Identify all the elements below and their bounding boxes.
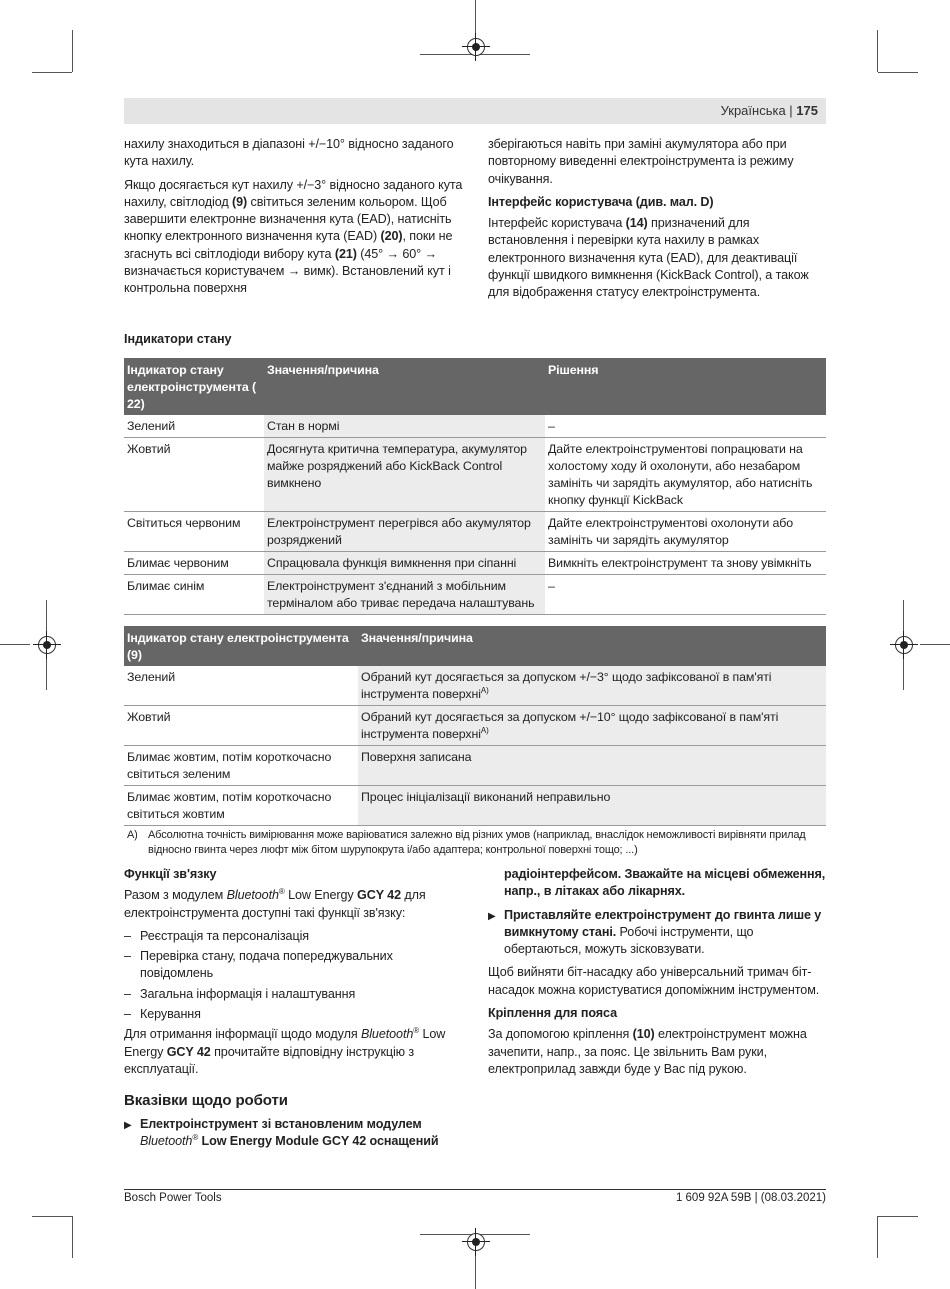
table-cell: Блимає жовтим, потім короткочасно світиться жовтим (124, 786, 358, 826)
section-heading: Кріплення для пояса (488, 1006, 617, 1021)
footer-left: Bosch Power Tools (124, 1192, 222, 1204)
table-cell: Зелений (124, 415, 264, 438)
status-table-22 (124, 358, 826, 615)
table-cell: Блимає синім (124, 575, 264, 615)
table-cell: Обраний кут досягається за допуском +/−10° щодо зафіксованої в пам'яті інструмента поверхні$^{A)}$ (358, 706, 826, 746)
table-cell: Спрацювала функція вимкнення при сіпанні (264, 552, 545, 575)
status-table-9 (124, 626, 826, 826)
crop-mark (920, 644, 950, 645)
warning-paragraph: ▶ Електроінструмент зі встановленим модулем Bluetooth® Low Energy Module GCY 42 оснащений (124, 1116, 469, 1151)
header-text: Українська | 175 (720, 103, 818, 118)
table-cell: Світиться червоним (124, 512, 264, 552)
table-cell: Блимає червоним (124, 552, 264, 575)
footer-right: 1 609 92A 59B | (08.03.2021) (675, 1192, 826, 1204)
table-cell: Вимкніть електроінструмент та знову увімкніть (545, 552, 826, 575)
table-header-row (124, 358, 826, 415)
section-heading: Інтерфейс користувача (див. мал. D) (488, 194, 714, 209)
footnote-ref: A) (480, 685, 489, 695)
table-header-row (124, 626, 826, 666)
crop-mark (72, 1216, 73, 1258)
footnote (124, 828, 826, 858)
paragraph: Для отримання інформації щодо модуля Bluetooth® Low Energy GCY 42 прочитайте відповідну інструкцію з експлуатації. (124, 1026, 446, 1076)
table-cell: Електроінструмент перегрівся або акумулятор розряджений (264, 512, 545, 552)
table-row (124, 415, 826, 438)
footnote-text: Абсолютна точність вимірювання може варіюватися залежно від різних умов (наприклад, внаслідок неможливості вирівняти прилад відносно гвинта через люфт між бітом шурупокрута і/або адаптера; контрольної поверхні тощо; ...) (148, 829, 806, 856)
crop-mark (878, 1216, 918, 1217)
registration-mark-icon (38, 636, 56, 654)
paragraph: Інтерфейс користувача (14) призначений для встановлення і перевірки кута нахилу в рамках електронного визначення кута (EAD), для деактивації функції швидкого вимкнення (KickBack Control), а також для відображення статусу електроінструмента. (488, 216, 809, 300)
crop-mark (32, 72, 72, 73)
crop-mark (877, 1216, 878, 1258)
paragraph: Якщо досягається кут нахилу +/−3° відносно заданого кута нахилу, світлодіод (9) світиться зеленим кольором. Щоб завершити електронне визначення кута (EAD), натисніть кнопку електронного визначення кута (EAD) (20), поки не згаснуть всі світлодіоди вибору кута (21) (45° → 60° → визначається користувачем → вимк). Встановлений кут і контрольна поверхня (124, 177, 463, 296)
table-cell: Дайте електроінструментові попрацювати на холостому ходу й охолонути, або незабаром замініть чи зарядіть акумулятор, або натисніть кнопку функції KickBack (545, 438, 826, 512)
paragraph: Разом з модулем Bluetooth® Low Energy GCY 42 для електроінструмента доступні такі функції зв'язку: (124, 887, 426, 920)
footnote-marker: A) (127, 829, 138, 841)
table-cell: – (545, 575, 826, 615)
table-row (124, 552, 826, 575)
paragraph: зберігаються навіть при заміні акумулятора або при повторному виведенні електроінструмента із режиму очікування. (488, 137, 794, 186)
registration-mark-icon (467, 38, 485, 56)
table-row (124, 706, 826, 746)
table-header-cell: Рішення (545, 358, 826, 415)
crop-mark (32, 1216, 72, 1217)
table-row (124, 786, 826, 826)
table-cell: Поверхня записана (358, 746, 826, 786)
section-title: Вказівки щодо роботи (124, 1092, 288, 1110)
list-item: – Перевірка стану, подача попереджувальних повідомлень (124, 948, 469, 983)
table-row (124, 746, 826, 786)
feature-list (124, 928, 469, 1023)
list-item: – Керування (124, 1006, 469, 1023)
table-row (124, 666, 826, 706)
warning-paragraph: ▶ Приставляйте електроінструмент до гвинта лише у вимкнутому стані. Робочі інструменти, що обертаються, можуть зісковзувати. (488, 907, 826, 959)
table-row (124, 438, 826, 512)
table-cell: Зелений (124, 666, 358, 706)
footnote-ref: A) (480, 725, 489, 735)
section-heading: Функції зв'язку (124, 867, 217, 881)
table-header-cell: Індикатор стану електроінструмента (9) (124, 626, 358, 666)
table-cell: Процес ініціалізації виконаний неправильно (358, 786, 826, 826)
table-header-cell: Значення/причина (264, 358, 545, 415)
crop-mark (0, 644, 30, 645)
crop-mark (877, 30, 878, 72)
header-language: Українська (720, 103, 786, 118)
table-cell: Електроінструмент з'єднаний з мобільним терміналом або триває передача налаштувань (264, 575, 545, 615)
table-cell: Дайте електроінструментові охолонути або замініть чи зарядіть акумулятор (545, 512, 826, 552)
list-item: – Реєстрація та персоналізація (124, 928, 469, 945)
warning-continuation: радіоінтерфейсом. Зважайте на місцеві обмеження, напр., в літаках або лікарнях. (504, 867, 826, 899)
page-number: 175 (796, 103, 818, 118)
paragraph: Щоб вийняти біт-насадку або універсальний тримач біт-насадок можна користуватися допоміжним інструментом. (488, 965, 820, 997)
table-row (124, 575, 826, 615)
table-cell: Жовтий (124, 706, 358, 746)
table-header-cell: Індикатор стану електроінструмента ( 22) (124, 358, 264, 415)
crop-mark (878, 72, 918, 73)
table-row (124, 512, 826, 552)
table-cell: – (545, 415, 826, 438)
crop-mark (72, 30, 73, 72)
table-cell: Стан в нормі (264, 415, 545, 438)
registration-mark-icon (467, 1233, 485, 1251)
paragraph: нахилу знаходиться в діапазоні +/−10° відносно заданого кута нахилу. (124, 137, 454, 169)
left-top-column (124, 136, 469, 304)
table-cell: Обраний кут досягається за допуском +/−3° щодо зафіксованої в пам'яті інструмента поверхні$^{A)}$ (358, 666, 826, 706)
table-cell: Блимає жовтим, потім короткочасно світиться зеленим (124, 746, 358, 786)
page-header (124, 98, 826, 124)
paragraph: За допомогою кріплення (10) електроінструмент можна зачепити, напр., за пояс. Це звільнить Вам руки, електроприлад завжди буде у Вас під рукою. (488, 1027, 807, 1076)
table-header-cell: Значення/причина (358, 626, 826, 666)
table-cell: Досягнута критична температура, акумулятор майже розряджений або KickBack Control вимкнено (264, 438, 545, 512)
table-cell: Жовтий (124, 438, 264, 512)
status-heading: Індикатори стану (124, 332, 232, 346)
registration-mark-icon (895, 636, 913, 654)
list-item: – Загальна інформація і налаштування (124, 986, 469, 1003)
footer-divider (124, 1189, 826, 1190)
right-bottom-column (488, 866, 826, 1084)
right-top-column (488, 136, 826, 308)
left-bottom-column (124, 866, 469, 1156)
